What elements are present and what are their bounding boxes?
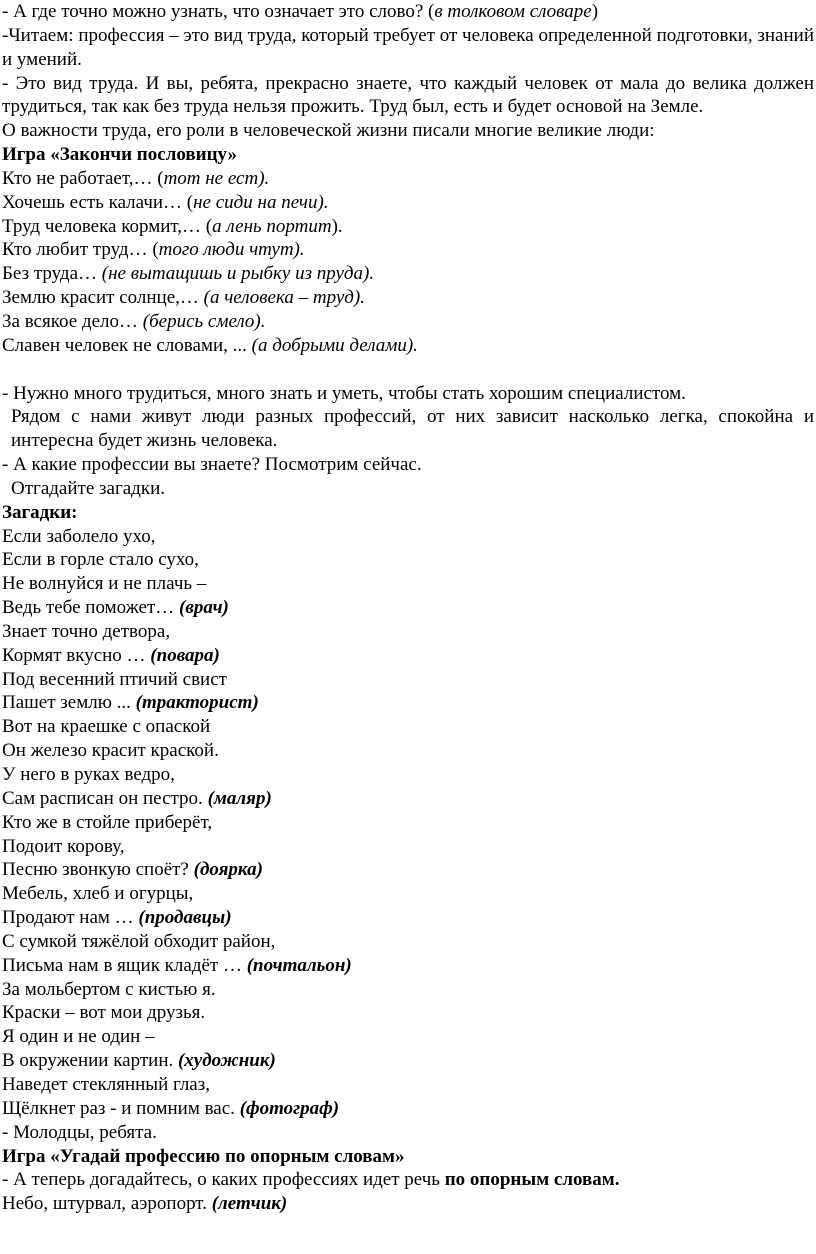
proverb-line: Труд человека кормит,… (а лень портит). [2,215,343,237]
keywords-example: Небо, штурвал, аэропорт. (летчик) [2,1193,288,1215]
riddle-line: Краски – вот мои друзья. [2,1002,206,1024]
game1-title: Игра «Закончи пословицу» [2,144,238,166]
riddle-line: Наведет стеклянный глаз, [2,1073,210,1095]
intro-paragraph: О важности труда, его роли в человеческой жизни писали многие великие люди: [2,120,655,142]
proverb-line: Без труда… (не вытащишь и рыбку из пруда). [2,263,375,285]
proverb-line: Кто не работает,… (тот не ест). [2,167,270,189]
riddles-title: Загадки: [2,501,78,523]
riddle-answer: (доярка) [193,859,263,881]
riddle-answer: (маляр) [207,787,272,809]
riddle-line: У него в руках ведро, [2,764,175,785]
riddle-line: С сумкой тяжёлой обходит район, [2,930,276,952]
proverb-line: Кто любит труд… (того люди чтут). [2,239,305,261]
riddle-line: За мольбертом с кистью я. [2,978,216,1000]
riddle-line: Песню звонкую споёт? (доярка) [2,859,263,881]
riddle-line: Кто же в стойле приберёт, [2,811,213,833]
riddle-line: Ведь тебе поможет… (врач) [2,597,229,619]
praise-line: - Молодцы, ребята. [2,1121,157,1143]
riddle-answer: (художник) [177,1050,276,1072]
riddle-line: Пашет землю ... (тракторист) [2,692,259,714]
riddle-line: Мебель, хлеб и огурцы, [2,883,194,905]
riddle-line: Вот на краешке с опаской [2,716,211,738]
definition-paragraph: -Читаем: профессия – это вид труда, который требует от человека определенной подготовки, знаний и умений. [2,24,814,70]
riddle-line: Сам расписан он пестро. (маляр) [2,787,272,809]
question-professions: - А какие профессии вы знаете? Посмотрим сейчас. [2,454,422,476]
riddle-line: Под весенний птичий свист [2,668,227,690]
proverb-line: Славен человек не словами, ... (а добрыми делами). [2,334,418,356]
riddle-line: Продают нам … (продавцы) [2,907,232,929]
game2-title: Игра «Угадай профессию по опорным словам» [2,1145,405,1167]
proverbs-list [2,167,814,358]
guess-riddles-line: Отгадайте загадки. [11,477,165,499]
proverb-line: За всякое дело… (берись смело). [2,310,266,332]
riddle-answer: (повара) [150,644,220,666]
riddle-line: Подоит корову, [2,835,125,857]
riddle-answer: (почтальон) [246,954,352,976]
riddle-line: Я один и не один – [2,1026,155,1048]
riddle-answer: (фотограф) [239,1097,340,1119]
riddle-line: Письма нам в ящик кладёт … (почтальон) [2,954,352,976]
riddle-line: В окружении картин. (художник) [2,1050,276,1072]
riddle-answer: (продавцы) [138,907,232,929]
keywords-instruction: - А теперь догадайтесь, о каких профессиях идет речь по опорным словам. [2,1169,620,1191]
blank-line [2,358,814,382]
proverb-line: Хочешь есть калачи… (не сиди на печи). [2,191,329,213]
riddle-line: Знает точно детвора, [2,620,171,642]
riddle-answer: (тракторист) [135,692,259,714]
riddle-line: Щёлкнет раз - и помним вас. (фотограф) [2,1097,340,1119]
riddle-line: Если заболело ухо, [2,525,156,547]
riddle-line: Если в горле стало сухо, [2,549,199,571]
labor-paragraph: - Это вид труда. И вы, ребята, прекрасно знаете, что каждый человек от мала до велика должен трудиться, так как без труда нельзя прожить. Труд был, есть и будет основой на Земле. [2,72,814,118]
specialist-paragraph: - Нужно много трудиться, много знать и уметь, чтобы стать хорошим специалистом. [2,382,686,404]
professions-paragraph: Рядом с нами живут люди разных профессий, от них зависит насколько легка, спокойна и интересна будет жизнь человека. [11,406,814,452]
proverb-line: Землю красит солнце,… (а человека – труд). [2,287,365,309]
riddle-line: Кормят вкусно … (повара) [2,644,220,666]
riddle-answer: (врач) [179,597,229,619]
riddles-list [2,525,814,1121]
riddle-line: Не волнуйся и не плачь – [2,573,207,595]
riddle-line: Он железо красит краской. [2,740,219,762]
question-line: - А где точно можно узнать, что означает это слово? (в толковом словаре) [2,1,599,22]
